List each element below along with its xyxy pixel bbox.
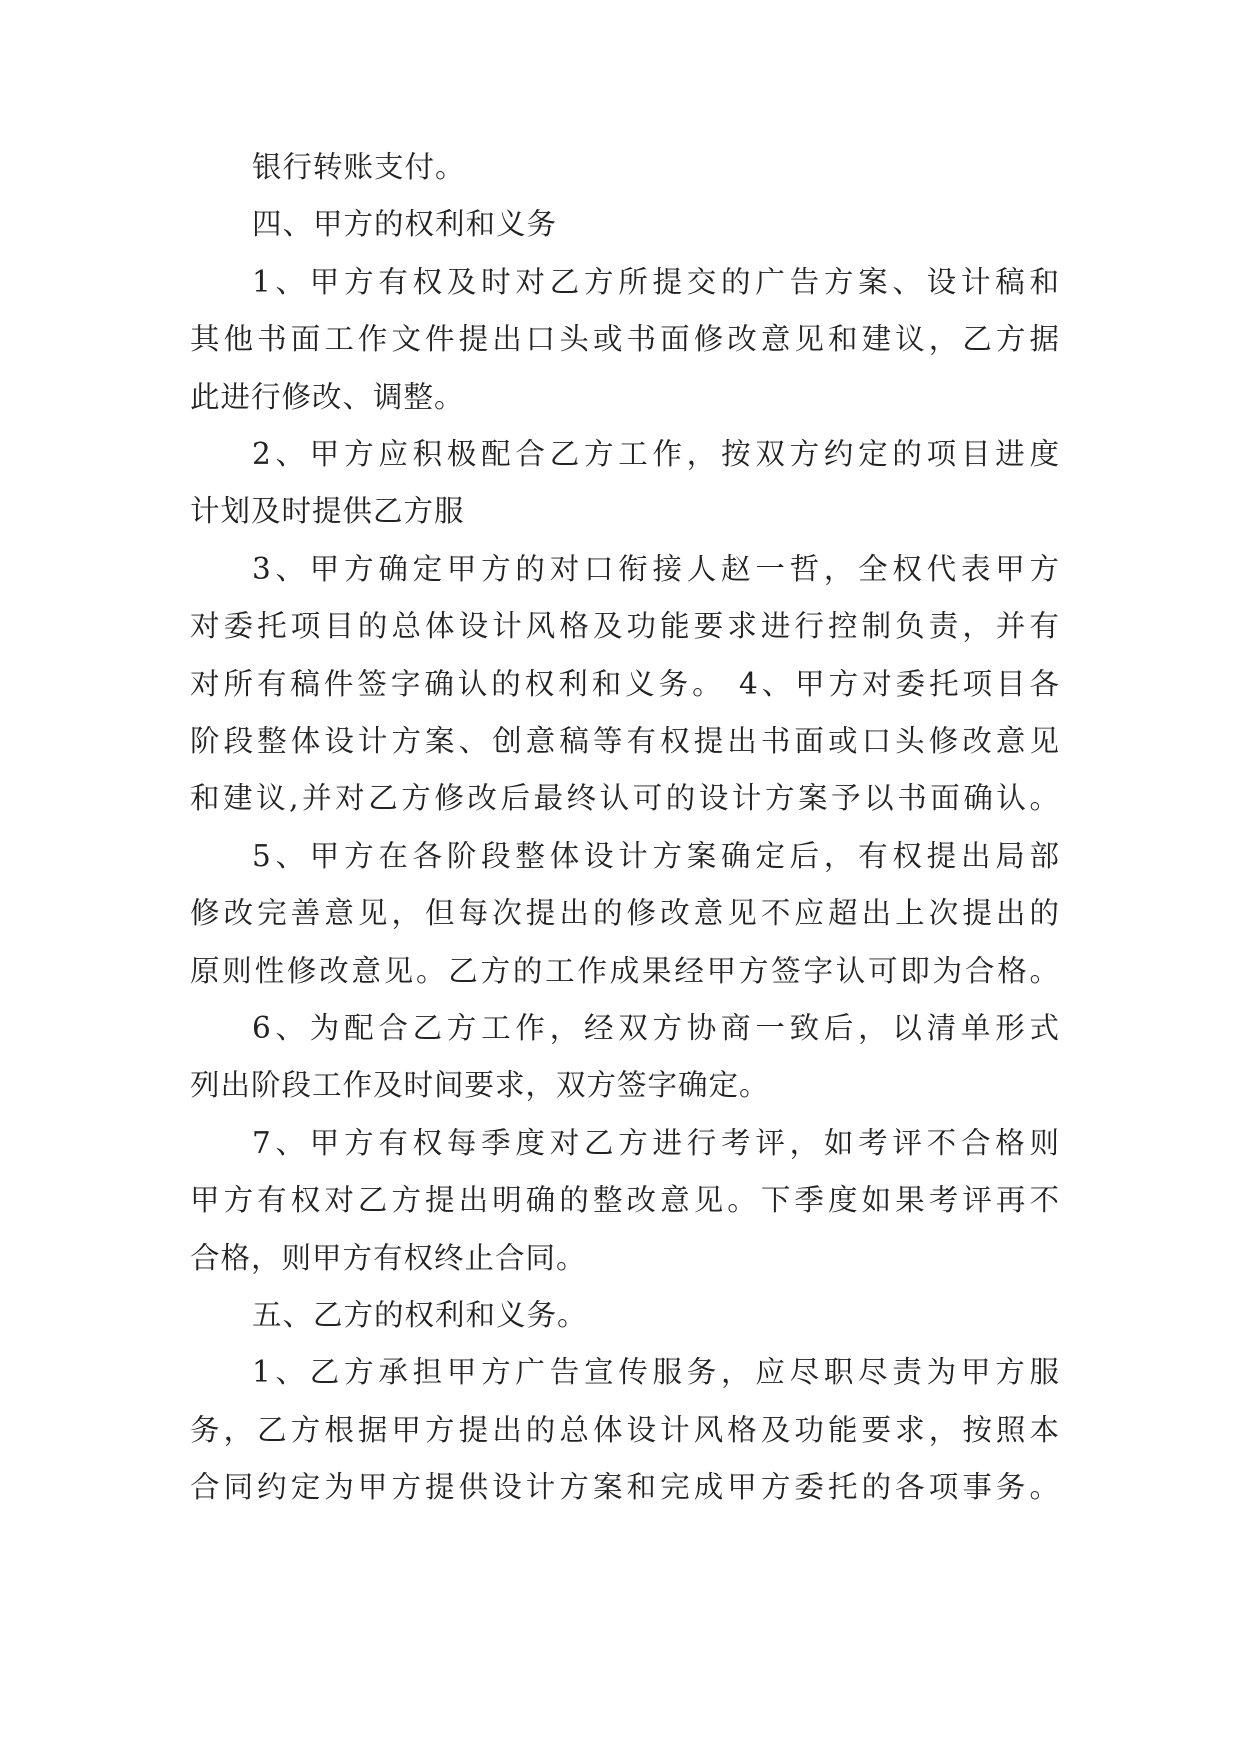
text-line: 3、甲方确定甲方的对口衔接人赵一哲，全权代表甲方	[252, 551, 1060, 586]
text-line: 甲方有权对乙方提出明确的整改意见。下季度如果考评再不	[190, 1183, 1060, 1218]
text-line: 合同约定为甲方提供设计方案和完成甲方委托的各项事务。	[190, 1470, 1060, 1505]
text-line: 修改完善意见，但每次提出的修改意见不应超出上次提出的	[190, 896, 1060, 931]
text-line: 对委托项目的总体设计风格及功能要求进行控制负责，并有	[190, 609, 1060, 644]
text-line: 计划及时提供乙方服	[190, 494, 465, 529]
text-line: 5、甲方在各阶段整体设计方案确定后，有权提出局部	[252, 838, 1060, 873]
text-line: 1、甲方有权及时对乙方所提交的广告方案、设计稿和	[252, 264, 1060, 299]
text-line: 务，乙方根据甲方提出的总体设计风格及功能要求，按照本	[190, 1412, 1060, 1447]
text-line: 6、为配合乙方工作，经双方协商一致后，以清单形式	[252, 1011, 1060, 1045]
text-line: 此进行修改、调整。	[190, 379, 465, 414]
text-line: 其他书面工作文件提出口头或书面修改意见和建议，乙方据	[190, 322, 1060, 357]
text-line: 和建议,并对乙方修改后最终认可的设计方案予以书面确认。	[190, 781, 1060, 816]
text-line: 对所有稿件签字确认的权利和义务。 4、甲方对委托项目各	[190, 666, 1060, 701]
text-line: 原则性修改意见。乙方的工作成果经甲方签字认可即为合格。	[190, 953, 1060, 988]
text-line: 2、甲方应积极配合乙方工作，按双方约定的项目进度	[252, 437, 1060, 471]
text-line: 合格，则甲方有权终止合同。	[190, 1240, 587, 1275]
text-line: 银行转账支付。	[252, 150, 466, 184]
text-line: 五、乙方的权利和义务。	[252, 1298, 588, 1332]
text-line: 1、乙方承担甲方广告宣传服务，应尽职尽责为甲方服	[252, 1355, 1060, 1390]
text-line: 四、甲方的权利和义务	[252, 207, 558, 242]
text-line: 列出阶段工作及时间要求，双方签字确定。	[190, 1068, 770, 1103]
text-line: 7、甲方有权每季度对乙方进行考评，如考评不合格则	[252, 1125, 1060, 1160]
text-line: 阶段整体设计方案、创意稿等有权提出书面或口头修改意见	[190, 724, 1060, 758]
